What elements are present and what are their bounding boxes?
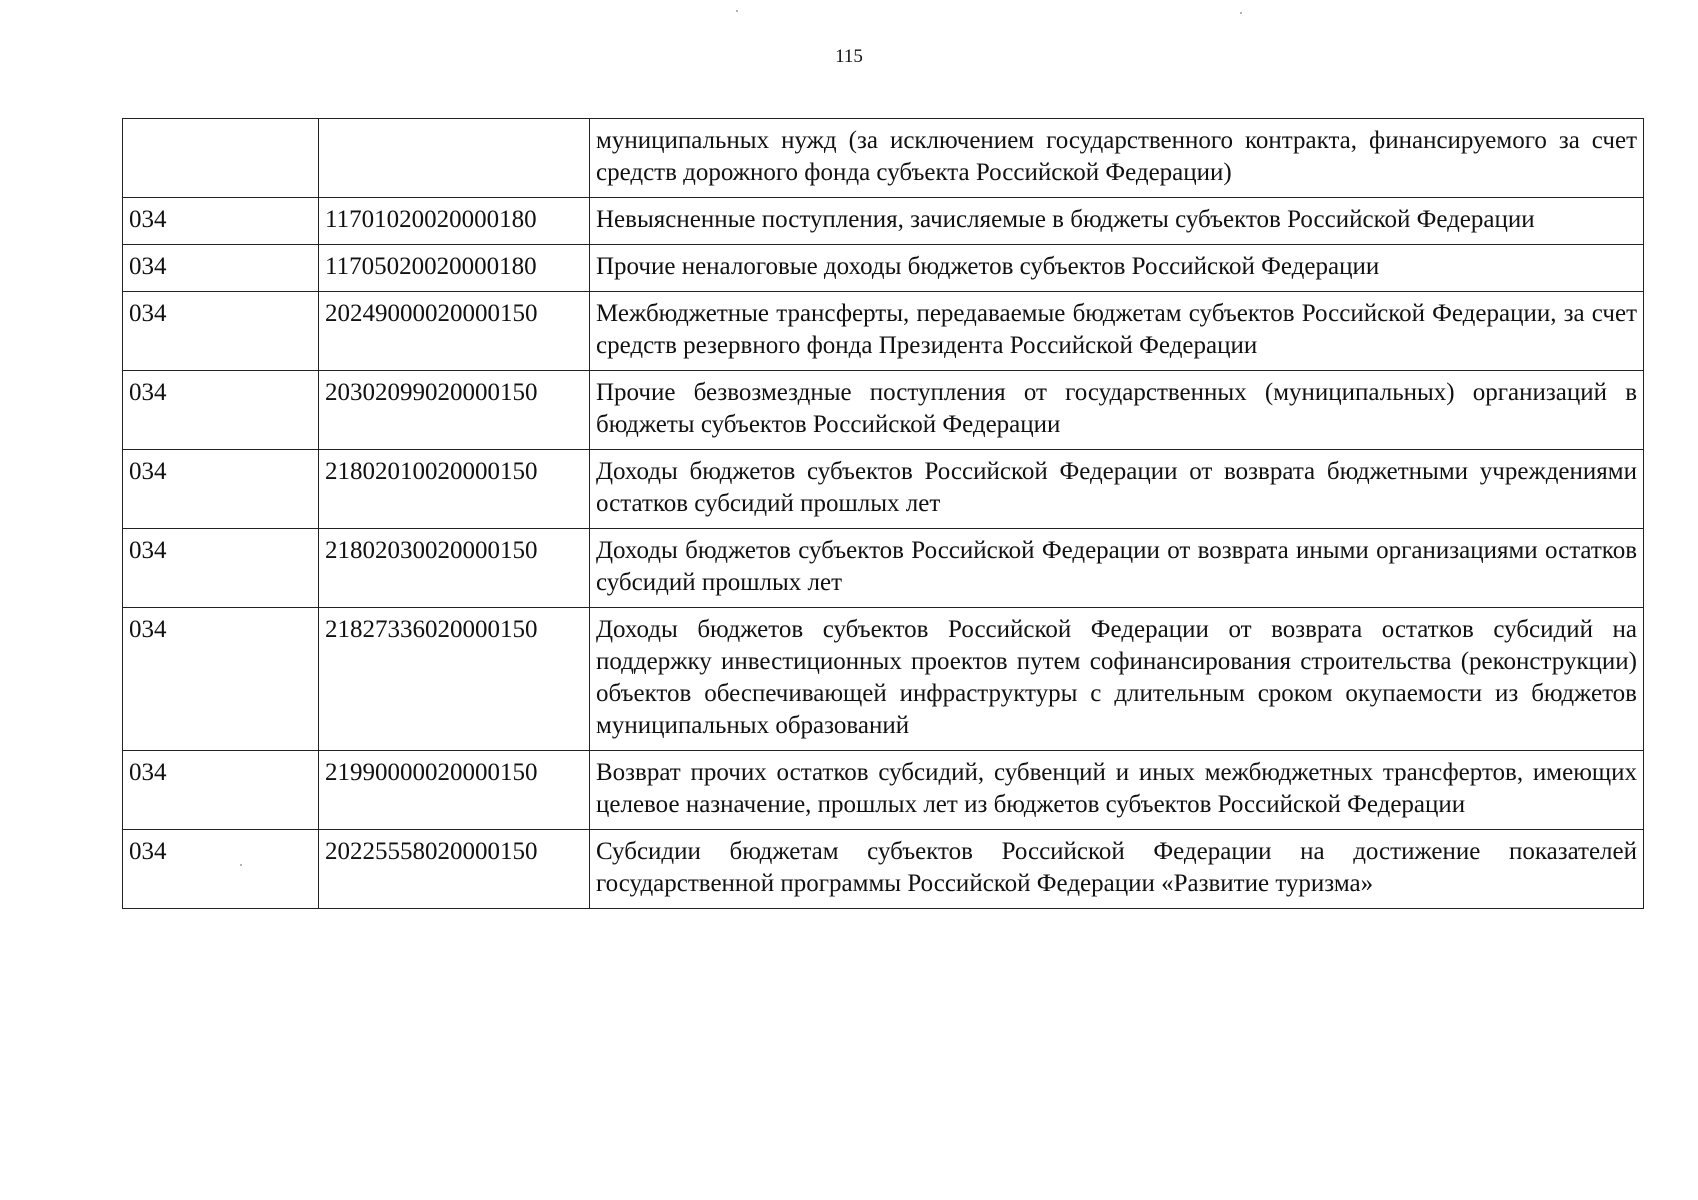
revenue-name-cell: Доходы бюджетов субъектов Российской Федерации от возврата бюджетными учреждениями остатков субсидий прошлых лет — [590, 450, 1644, 529]
table-row — [123, 292, 1644, 371]
revenue-name-cell: Субсидии бюджетам субъектов Российской Федерации на достижение показателей государственной программы Российской Федерации «Развитие туризма» — [590, 830, 1644, 909]
admin-code-cell: 034 — [123, 608, 319, 751]
budget-code-cell: 21990000020000150 — [319, 751, 590, 830]
budget-code-cell: 21802010020000150 — [319, 450, 590, 529]
revenue-name-cell: Доходы бюджетов субъектов Российской Федерации от возврата остатков субсидий на поддержку инвестиционных проектов путем софинансирования строительства (реконструкции) объектов обеспечивающей инфраструктуры с длительным сроком окупаемости из бюджетов муниципальных образований — [590, 608, 1644, 751]
budget-code-cell: 20302099020000150 — [319, 371, 590, 450]
admin-code-cell — [123, 119, 319, 198]
budget-code-cell: 20249000020000150 — [319, 292, 590, 371]
scan-speck — [1240, 12, 1242, 14]
revenue-code-table — [122, 118, 1644, 909]
budget-code-cell: 21827336020000150 — [319, 608, 590, 751]
admin-code-cell: 034 — [123, 198, 319, 245]
budget-code-cell: 20225558020000150 — [319, 830, 590, 909]
revenue-name-cell: Невыясненные поступления, зачисляемые в бюджеты субъектов Российской Федерации — [590, 198, 1644, 245]
scan-speck — [736, 10, 738, 12]
admin-code-cell: 034 — [123, 830, 319, 909]
table-row — [123, 608, 1644, 751]
budget-code-cell — [319, 119, 590, 198]
table-row — [123, 529, 1644, 608]
table-row — [123, 119, 1644, 198]
admin-code-cell: 034 — [123, 529, 319, 608]
revenue-name-cell: Прочие неналоговые доходы бюджетов субъектов Российской Федерации — [590, 245, 1644, 292]
admin-code-cell: 034 — [123, 450, 319, 529]
table-row — [123, 830, 1644, 909]
admin-code-cell: 034 — [123, 371, 319, 450]
revenue-name-cell: Доходы бюджетов субъектов Российской Федерации от возврата иными организациями остатков субсидий прошлых лет — [590, 529, 1644, 608]
admin-code-cell: 034 — [123, 245, 319, 292]
page-number: 115 — [835, 46, 863, 67]
table-row — [123, 371, 1644, 450]
table-row — [123, 245, 1644, 292]
revenue-name-cell: Прочие безвозмездные поступления от государственных (муниципальных) организаций в бюджеты субъектов Российской Федерации — [590, 371, 1644, 450]
table-row — [123, 450, 1644, 529]
admin-code-cell: 034 — [123, 292, 319, 371]
table-row — [123, 751, 1644, 830]
budget-code-cell: 21802030020000150 — [319, 529, 590, 608]
budget-code-cell: 11701020020000180 — [319, 198, 590, 245]
budget-code-cell: 11705020020000180 — [319, 245, 590, 292]
table-row — [123, 198, 1644, 245]
revenue-name-cell: Межбюджетные трансферты, передаваемые бюджетам субъектов Российской Федерации, за счет средств резервного фонда Президента Российской Федерации — [590, 292, 1644, 371]
revenue-name-cell: муниципальных нужд (за исключением государственного контракта, финансируемого за счет средств дорожного фонда субъекта Российской Федерации) — [590, 119, 1644, 198]
admin-code-cell: 034 — [123, 751, 319, 830]
revenue-name-cell: Возврат прочих остатков субсидий, субвенций и иных межбюджетных трансфертов, имеющих целевое назначение, прошлых лет из бюджетов субъектов Российской Федерации — [590, 751, 1644, 830]
